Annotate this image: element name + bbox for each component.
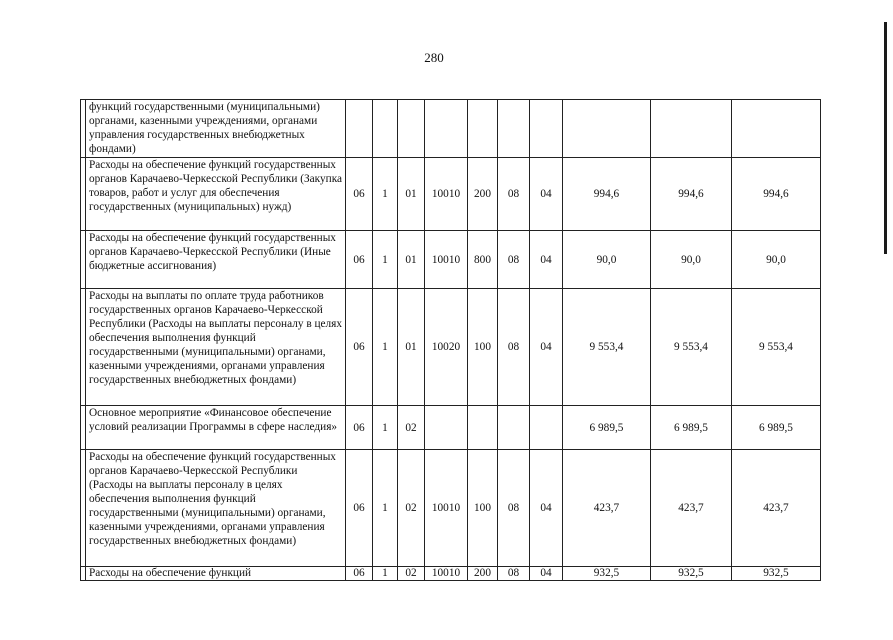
table-row — [81, 567, 821, 581]
row-description: Основное мероприятие «Финансовое обеспечение условий реализации Программы в сфере наследия» — [86, 406, 346, 450]
table-row — [81, 450, 821, 567]
code-vr — [468, 406, 498, 450]
code-direction — [425, 406, 468, 450]
code-gp: 06 — [346, 158, 373, 231]
code-pr: 04 — [530, 158, 563, 231]
code-vr: 200 — [468, 567, 498, 581]
budget-table — [80, 99, 821, 581]
code-rz: 08 — [498, 289, 530, 406]
amount-year-2 — [651, 100, 732, 158]
code-gp: 06 — [346, 289, 373, 406]
code-gp: 06 — [346, 450, 373, 567]
code-rz: 08 — [498, 158, 530, 231]
amount-year-2: 994,6 — [651, 158, 732, 231]
code-vr: 100 — [468, 450, 498, 567]
code-pp: 1 — [373, 567, 398, 581]
code-vr: 100 — [468, 289, 498, 406]
code-rz — [498, 406, 530, 450]
code-vr: 200 — [468, 158, 498, 231]
code-om: 02 — [398, 567, 425, 581]
code-pp: 1 — [373, 289, 398, 406]
amount-year-2: 423,7 — [651, 450, 732, 567]
amount-year-2: 9 553,4 — [651, 289, 732, 406]
amount-year-1 — [563, 100, 651, 158]
row-description: Расходы на выплаты по оплате труда работников государственных органов Карачаево-Черкесской Республики (Расходы на выплаты персоналу в целях обеспечения выполнения функций государственными (муниципальными) органами, казенными учреждениями, органами управления государственных внебюджетных фондами) — [86, 289, 346, 406]
scan-edge-mark — [884, 22, 887, 254]
table-row — [81, 231, 821, 289]
row-description: Расходы на обеспечение функций государственных органов Карачаево-Черкесской Республики (Закупка товаров, работ и услуг для обеспечения государственных (муниципальных) нужд) — [86, 158, 346, 231]
code-vr — [468, 100, 498, 158]
table-row — [81, 406, 821, 450]
code-pr — [530, 100, 563, 158]
code-om: 02 — [398, 450, 425, 567]
amount-year-1: 6 989,5 — [563, 406, 651, 450]
table-row — [81, 100, 821, 158]
code-om — [398, 100, 425, 158]
code-vr: 800 — [468, 231, 498, 289]
row-description: Расходы на обеспечение функций государственных органов Карачаево-Черкесской Республики (Иные бюджетные ассигнования) — [86, 231, 346, 289]
amount-year-3: 6 989,5 — [732, 406, 821, 450]
code-pp: 1 — [373, 231, 398, 289]
amount-year-2: 6 989,5 — [651, 406, 732, 450]
code-pr: 04 — [530, 289, 563, 406]
code-pp: 1 — [373, 158, 398, 231]
code-rz: 08 — [498, 450, 530, 567]
row-description: Расходы на обеспечение функций государственных органов Карачаево-Черкесской Республики (Расходы на выплаты персоналу в целях обеспечения выполнения функций государственными (муниципальными) органами, казенными учреждениями, органами управления государственных внебюджетных фондами) — [86, 450, 346, 567]
code-rz — [498, 100, 530, 158]
code-om: 01 — [398, 289, 425, 406]
amount-year-3: 9 553,4 — [732, 289, 821, 406]
code-pp — [373, 100, 398, 158]
code-direction: 10010 — [425, 158, 468, 231]
amount-year-2: 932,5 — [651, 567, 732, 581]
amount-year-3: 423,7 — [732, 450, 821, 567]
code-direction: 10010 — [425, 231, 468, 289]
row-description: функций государственными (муниципальными) органами, казенными учреждениями, органами управления государственных внебюджетных фондами) — [86, 100, 346, 158]
code-rz: 08 — [498, 567, 530, 581]
table-row — [81, 289, 821, 406]
row-description: Расходы на обеспечение функций — [86, 567, 346, 581]
code-gp — [346, 100, 373, 158]
amount-year-1: 423,7 — [563, 450, 651, 567]
amount-year-1: 90,0 — [563, 231, 651, 289]
amount-year-1: 9 553,4 — [563, 289, 651, 406]
amount-year-3: 994,6 — [732, 158, 821, 231]
code-pr — [530, 406, 563, 450]
amount-year-2: 90,0 — [651, 231, 732, 289]
amount-year-1: 932,5 — [563, 567, 651, 581]
code-pr: 04 — [530, 231, 563, 289]
code-pp: 1 — [373, 450, 398, 567]
code-pp: 1 — [373, 406, 398, 450]
code-direction: 10010 — [425, 450, 468, 567]
code-pr: 04 — [530, 450, 563, 567]
code-rz: 08 — [498, 231, 530, 289]
amount-year-3: 932,5 — [732, 567, 821, 581]
code-direction — [425, 100, 468, 158]
amount-year-3: 90,0 — [732, 231, 821, 289]
table-row — [81, 158, 821, 231]
amount-year-3 — [732, 100, 821, 158]
code-pr: 04 — [530, 567, 563, 581]
code-gp: 06 — [346, 567, 373, 581]
code-gp: 06 — [346, 406, 373, 450]
code-direction: 10010 — [425, 567, 468, 581]
amount-year-1: 994,6 — [563, 158, 651, 231]
code-om: 01 — [398, 231, 425, 289]
code-om: 02 — [398, 406, 425, 450]
table-body — [81, 100, 821, 581]
code-gp: 06 — [346, 231, 373, 289]
page-number: 280 — [424, 50, 444, 65]
code-om: 01 — [398, 158, 425, 231]
code-direction: 10020 — [425, 289, 468, 406]
